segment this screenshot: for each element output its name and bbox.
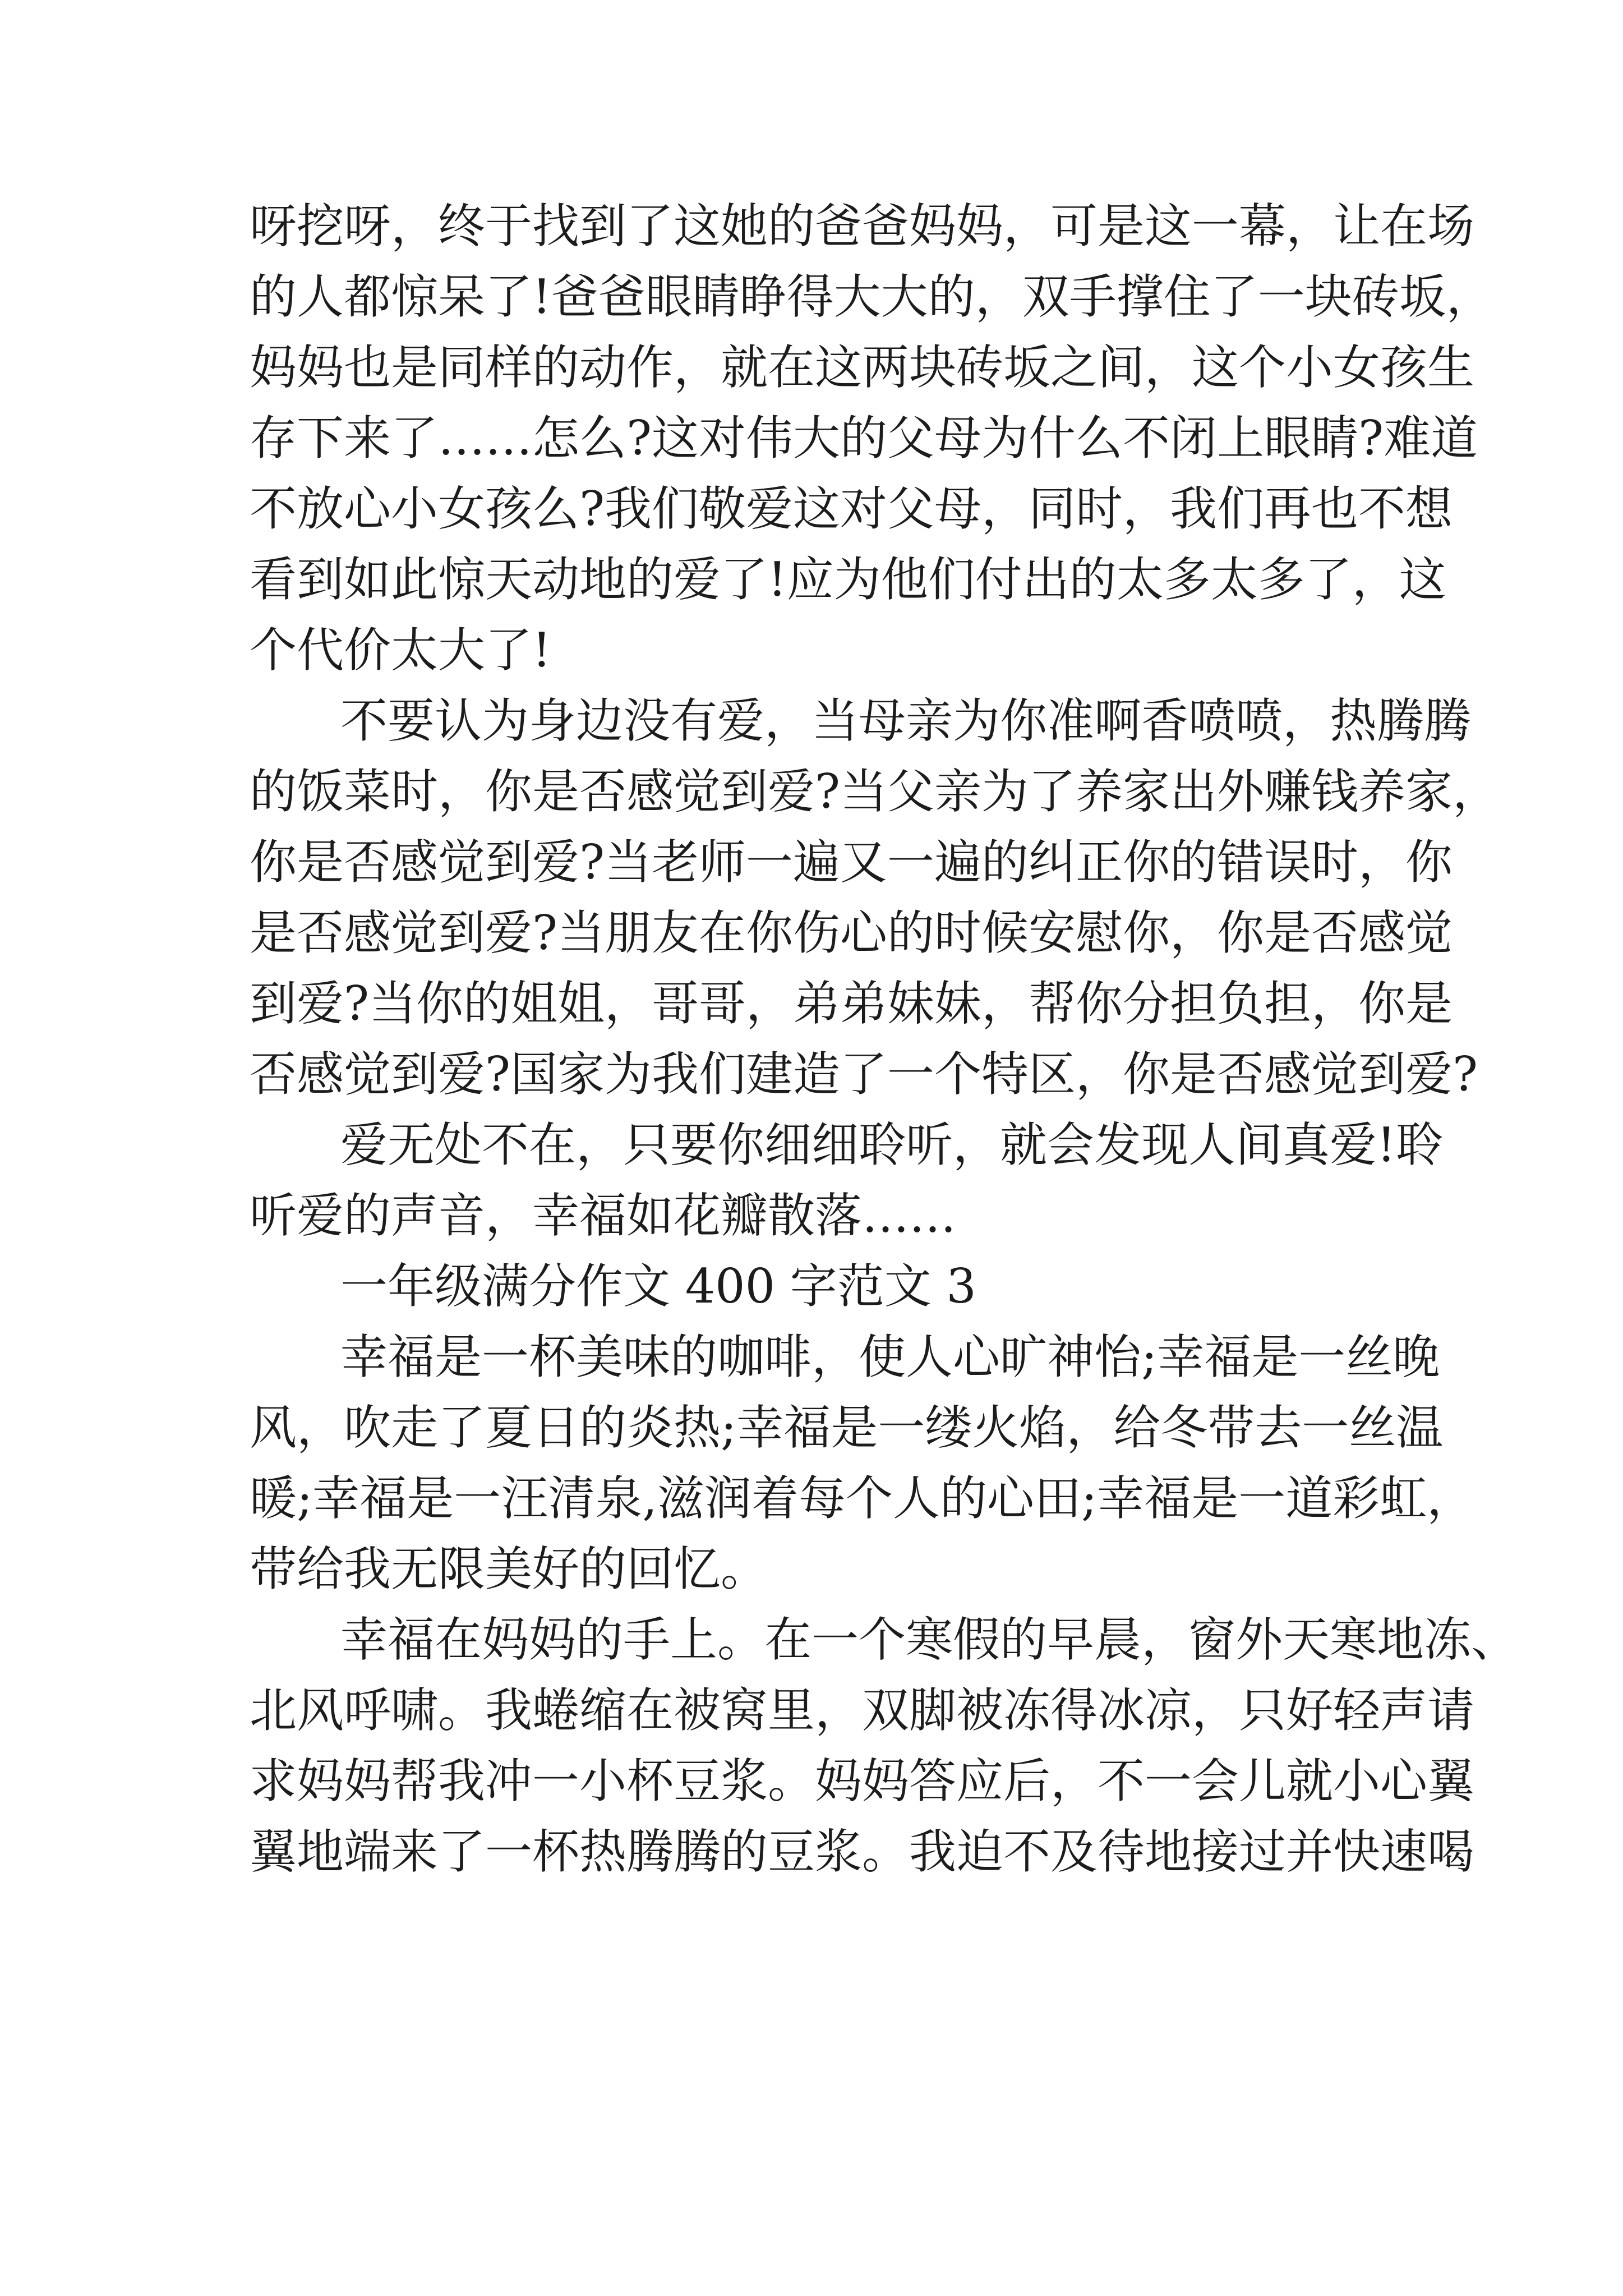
text-line: 北风呼啸。我蜷缩在被窝里，双脚被冻得冰凉，只好轻声请	[250, 1683, 1475, 1738]
text-line: 翼地端来了一杯热腾腾的豆浆。我迫不及待地接过并快速喝	[250, 1824, 1475, 1879]
text-line: 妈妈也是同样的动作，就在这两块砖坂之间，这个小女孩生	[250, 340, 1475, 395]
paragraph-first-line: 幸福是一杯美味的咖啡，使人心旷神怡;幸福是一丝晚	[340, 1329, 1440, 1384]
text-line: 听爱的声音，幸福如花瓣散落……	[250, 1188, 957, 1243]
text-line: 呀挖呀，终于找到了这她的爸爸妈妈，可是这一幕，让在场	[250, 199, 1475, 254]
document-body	[250, 191, 1519, 1887]
text-line: 暖;幸福是一汪清泉,滋润着每个人的心田;幸福是一道彩虹，	[250, 1471, 1474, 1526]
text-line: 个代价太大了!	[250, 623, 551, 678]
paragraph-first-line: 爱无处不在，只要你细细聆听，就会发现人间真爱!聆	[340, 1117, 1443, 1172]
text-line: 否感觉到爱?国家为我们建造了一个特区，你是否感觉到爱?	[250, 1047, 1478, 1102]
text-line: 的饭菜时，你是否感觉到爱?当父亲为了养家出外赚钱养家，	[250, 764, 1500, 819]
text-line: 是否感觉到爱?当朋友在你伤心的时候安慰你，你是否感觉	[250, 905, 1453, 960]
text-line: 看到如此惊天动地的爱了!应为他们付出的太多太多了，这	[250, 552, 1446, 607]
text-line: 你是否感觉到爱?当老师一遍又一遍的纠正你的错误时，你	[250, 835, 1453, 890]
text-line: 存下来了……怎么?这对伟大的父母为什么不闭上眼睛?难道	[250, 411, 1478, 466]
text-line: 的人都惊呆了!爸爸眼睛睁得大大的，双手撑住了一块砖坂，	[250, 269, 1493, 324]
text-line: 风，吹走了夏日的炎热;幸福是一缕火焰，给冬带去一丝温	[250, 1400, 1444, 1455]
paragraph-first-line: 不要认为身边没有爱，当母亲为你准啊香喷喷，热腾腾	[340, 693, 1472, 748]
text-line: 到爱?当你的姐姐，哥哥，弟弟妹妹，帮你分担负担，你是	[250, 976, 1453, 1031]
text-line: 带给我无限美好的回忆。	[250, 1542, 768, 1596]
text-line: 不放心小女孩么?我们敬爱这对父母，同时，我们再也不想	[250, 481, 1453, 536]
paragraph-first-line: 一年级满分作文 400 字范文 3	[340, 1259, 976, 1314]
text-line: 求妈妈帮我冲一小杯豆浆。妈妈答应后，不一会儿就小心翼	[250, 1754, 1475, 1809]
paragraph-first-line: 幸福在妈妈的手上。在一个寒假的早晨，窗外天寒地冻、	[340, 1612, 1519, 1667]
